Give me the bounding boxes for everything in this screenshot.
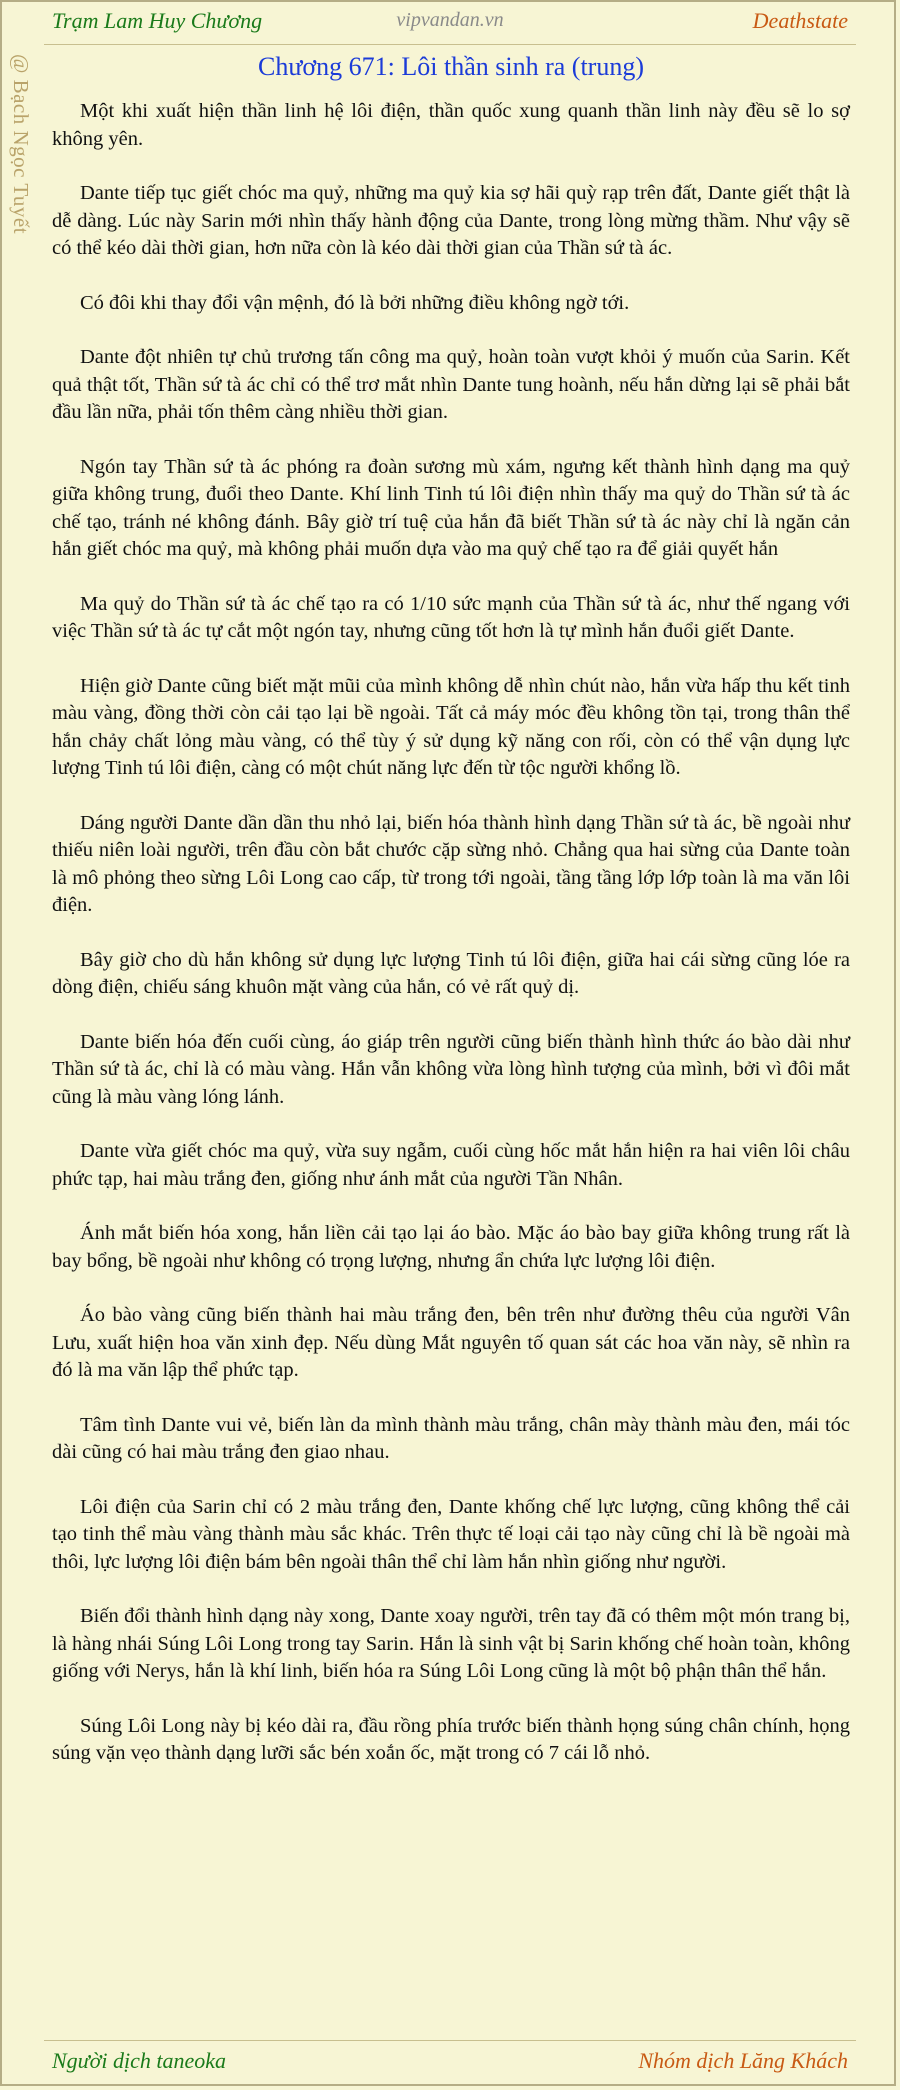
paragraph: Dante biến hóa đến cuối cùng, áo giáp trên người cũng biến thành hình thức áo bào dài như Thần sứ tà ác, chỉ là có màu vàng. Hắn vẫn không vừa lòng hình tượng của mình, bởi vì đôi mắt cũng là màu vàng lóng lánh.	[52, 1030, 850, 1108]
footer-group: Nhóm dịch Lăng Khách	[638, 2048, 848, 2073]
paragraph: Dante vừa giết chóc ma quỷ, vừa suy ngẫm, cuối cùng hốc mắt hắn hiện ra hai viên lôi châu phức tạp, hai màu trắng đen, giống như ánh mắt của người Tần Nhân.	[52, 1140, 850, 1190]
header-book-title: Deathstate	[752, 8, 848, 33]
footer-divider	[44, 2040, 856, 2041]
paragraph: Có đôi khi thay đổi vận mệnh, đó là bởi những điều không ngờ tới.	[80, 291, 630, 314]
paragraph: Tâm tình Dante vui vẻ, biến làn da mình thành màu trắng, chân mày thành màu đen, mái tóc dài cũng có hai màu trắng đen giao nhau.	[52, 1413, 850, 1463]
paragraph: Dáng người Dante dần dần thu nhỏ lại, biến hóa thành hình dạng Thần sứ tà ác, bề ngoài như thiếu niên loài người, trên đầu còn bắt chước cặp sừng nhỏ. Chẳng qua hai sừng của Dante toàn là mô phỏng theo sừng Lôi Long cao cấp, từ trong tới ngoài, tầng tầng lớp lớp toàn là ma văn lôi điện.	[52, 811, 850, 916]
paragraph: Dante đột nhiên tự chủ trương tấn công ma quỷ, hoàn toàn vượt khỏi ý muốn của Sarin. Kết quả thật tốt, Thần sứ tà ác chỉ có thể trơ mắt nhìn Dante tung hoành, nếu hắn dừng lại sẽ phải bắt đầu lần nữa, phải tốn thêm càng nhiều thời gian.	[52, 346, 850, 423]
paragraph: Áo bào vàng cũng biến thành hai màu trắng đen, bên trên như đường thêu của người Vân Lưu, xuất hiện hoa văn xinh đẹp. Nếu dùng Mắt nguyên tố quan sát các hoa văn này, sẽ nhìn ra đó là ma văn lập thể phức tạp.	[52, 1304, 850, 1381]
header-site-name: Trạm Lam Huy Chương	[52, 8, 263, 33]
chapter-content	[52, 50, 850, 1795]
paragraph: Lôi điện của Sarin chỉ có 2 màu trắng đen, Dante khống chế lực lượng, cũng không thể cải tạo tinh thể màu vàng thành màu sắc khác. Trên thực tế loại cải tạo này cũng chỉ là bề ngoài mà thôi, lực lượng lôi điện bám bên ngoài thân thể chỉ làm hắn nhìn giống như người.	[52, 1495, 850, 1573]
paragraph: Bây giờ cho dù hắn không sử dụng lực lượng Tinh tú lôi điện, giữa hai cái sừng cũng lóe ra dòng điện, chiếu sáng khuôn mặt vàng của hắn, có vẻ rất quỷ dị.	[52, 948, 850, 998]
paragraph-list	[52, 98, 850, 1768]
paragraph: Ánh mắt biến hóa xong, hắn liền cải tạo lại áo bào. Mặc áo bào bay giữa không trung rất là bay bổng, bề ngoài như không có trọng lượng, nhưng ẩn chứa lực lượng lôi điện.	[52, 1222, 850, 1272]
paragraph: Ma quỷ do Thần sứ tà ác chế tạo ra có 1/10 sức mạnh của Thần sứ tà ác, như thế ngang với việc Thần sứ tà ác tự cắt một ngón tay, nhưng cũng tốt hơn là tự mình hắn đuổi giết Dante.	[52, 592, 850, 642]
paragraph: Một khi xuất hiện thần linh hệ lôi điện, thần quốc xung quanh thần linh này đều sẽ lo sợ không yên.	[52, 100, 850, 150]
paragraph: Hiện giờ Dante cũng biết mặt mũi của mình không dễ nhìn chút nào, hắn vừa hấp thu kết tinh màu vàng, đồng thời còn cải tạo lại bề ngoài. Tất cả máy móc đều không tồn tại, trong thân thể hắn chảy chất lỏng màu vàng, có thể tùy ý sử dụng kỹ năng con rối, còn có thể vận dụng lực lượng Tinh tú lôi điện, càng có một chút năng lực đến từ tộc người khổng lồ.	[52, 674, 850, 779]
paragraph: Dante tiếp tục giết chóc ma quỷ, những ma quỷ kia sợ hãi quỳ rạp trên đất, Dante giết thật là dễ dàng. Lúc này Sarin mới nhìn thấy hành động của Dante, trong lòng mừng thầm. Như vậy sẽ có thể kéo dài thời gian, hơn nữa còn là kéo dài thời gian của Thần sứ tà ác.	[52, 182, 850, 259]
side-credit: @ Bạch Ngọc Tuyết	[9, 54, 33, 235]
footer-translator: Người dịch taneoka	[52, 2048, 227, 2073]
page-header	[0, 0, 900, 46]
header-divider	[44, 44, 856, 45]
paragraph: Ngón tay Thần sứ tà ác phóng ra đoàn sương mù xám, ngưng kết thành hình dạng ma quỷ giữa không trung, đuổi theo Dante. Khí linh Tinh tú lôi điện nhìn thấy ma quỷ do Thần sứ tà ác chế tạo, tránh né không đánh. Bây giờ trí tuệ của hắn đã biết Thần sứ tà ác này chỉ là ngăn cản hắn giết chóc ma quỷ, mà không phải muốn dựa vào ma quỷ chế tạo ra để giải quyết hắn	[52, 455, 850, 560]
header-source-url: vipvandan.vn	[396, 9, 504, 31]
chapter-title: Chương 671: Lôi thần sinh ra (trung)	[257, 52, 644, 81]
paragraph: Súng Lôi Long này bị kéo dài ra, đầu rồng phía trước biến thành họng súng chân chính, họng súng vặn vẹo thành dạng lưỡi sắc bén xoắn ốc, mặt trong có 7 cái lỗ nhỏ.	[52, 1714, 850, 1764]
paragraph: Biến đổi thành hình dạng này xong, Dante xoay người, trên tay đã có thêm một món trang bị, là hàng nhái Súng Lôi Long trong tay Sarin. Hắn là sinh vật bị Sarin khống chế hoàn toàn, không giống với Nerys, hắn là khí linh, biến hóa ra Súng Lôi Long cũng là một bộ phận thân thể hắn.	[52, 1605, 850, 1682]
